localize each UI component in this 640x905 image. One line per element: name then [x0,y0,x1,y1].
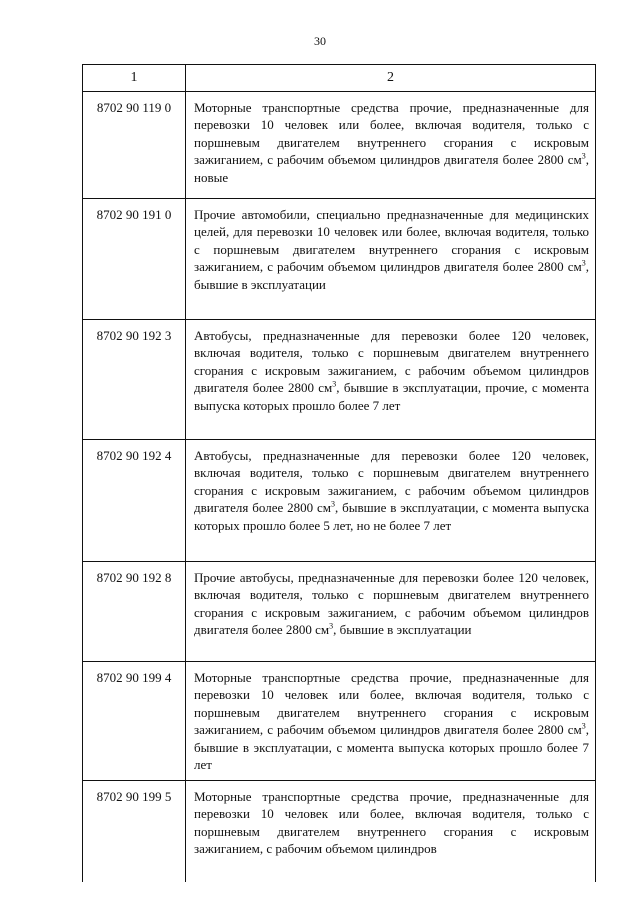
column-header-1: 1 [83,65,186,92]
superscript: 3 [331,499,336,509]
table-row [83,662,596,781]
superscript: 3 [332,379,337,389]
description-tail: , бывшие в эксплуатации [194,259,589,292]
table-row [83,199,596,320]
table-row [83,440,596,562]
superscript: 3 [581,258,586,268]
table-row [83,562,596,662]
commodity-code: 8702 90 199 5 [83,781,186,883]
table-row [83,92,596,199]
superscript: 3 [329,621,334,631]
commodity-description [186,662,596,781]
description-text: Автобусы, предназначенные для перевозки более 120 человек, включая водителя, только с поршневым двигателем внутреннего сгорания с искровым зажиганием, с рабочим объемом цилиндров двигателя более 2800 см [194,448,589,516]
commodity-code: 8702 90 192 3 [83,320,186,440]
commodity-description [186,781,596,883]
table-header-row [83,65,596,92]
description-text: Моторные транспортные средства прочие, предназначенные для перевозки 10 человек или более, включая водителя, только с поршневым двигателем внутреннего сгорания с искровым зажиганием, с рабочим объемом цилиндров [194,789,589,857]
commodity-code: 8702 90 192 8 [83,562,186,662]
page-number: 30 [314,34,326,48]
commodity-description [186,562,596,662]
commodity-description [186,92,596,199]
description-text: Прочие автобусы, предназначенные для перевозки более 120 человек, включая водителя, только с поршневым двигателем внутреннего сгорания с искровым зажиганием, с рабочим объемом цилиндров двигателя более 2800 см [194,570,589,638]
table-row [83,781,596,883]
commodity-code: 8702 90 199 4 [83,662,186,781]
superscript: 3 [581,151,586,161]
commodity-code: 8702 90 191 0 [83,199,186,320]
commodity-description [186,440,596,562]
description-tail: , бывшие в эксплуатации [333,622,472,638]
description-tail: , бывшие в эксплуатации, с момента выпуска которых прошло более 7 лет [194,722,589,773]
commodity-description [186,199,596,320]
description-tail: , бывшие в эксплуатации, с момента выпуска которых прошло более 5 лет, но не более 7 лет [194,500,589,533]
description-text: Моторные транспортные средства прочие, предназначенные для перевозки 10 человек или более, включая водителя, только с поршневым двигателем внутреннего сгорания с искровым зажиганием, с рабочим объемом цилиндров двигателя более 2800 см [194,100,589,168]
commodity-code: 8702 90 119 0 [83,92,186,199]
tariff-code-table [82,64,596,882]
table-row [83,320,596,440]
description-text: Моторные транспортные средства прочие, предназначенные для перевозки 10 человек или более, включая водителя, только с поршневым двигателем внутреннего сгорания с искровым зажиганием, с рабочим объемом цилиндров двигателя более 2800 см [194,670,589,738]
commodity-code: 8702 90 192 4 [83,440,186,562]
description-text: Автобусы, предназначенные для перевозки более 120 человек, включая водителя, только с поршневым двигателем внутреннего сгорания с искровым зажиганием, с рабочим объемом цилиндров двигателя более 2800 см [194,328,589,396]
superscript: 3 [581,721,586,731]
description-text: Прочие автомобили, специально предназначенные для медицинских целей, для перевозки 10 человек или более, включая водителя, только с поршневым двигателем внутреннего сгорания с искровым зажиганием, с рабочим объемом цилиндров двигателя более 2800 см [194,207,589,275]
description-tail: , бывшие в эксплуатации, прочие, с момента выпуска которых прошло более 7 лет [194,380,589,413]
description-tail: , новые [194,152,589,185]
commodity-description [186,320,596,440]
column-header-2: 2 [186,65,596,92]
